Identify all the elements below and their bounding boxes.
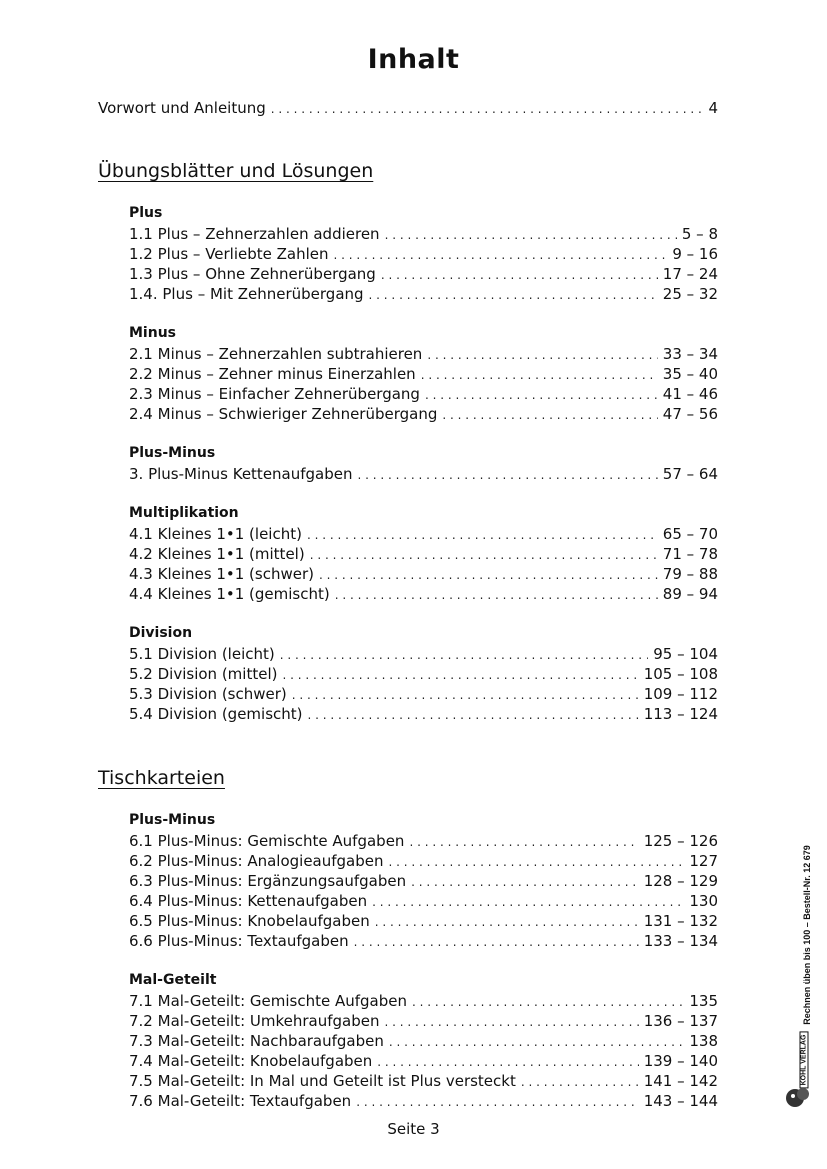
group-heading-minus: Minus: [129, 325, 176, 341]
toc-entry-label: 5.3 Division (schwer): [129, 685, 287, 703]
toc-entry: [129, 264, 718, 284]
toc-entry: [129, 664, 718, 684]
toc-entry: [129, 871, 718, 891]
toc-entry-label: 4.1 Kleines 1•1 (leicht): [129, 525, 302, 543]
toc-entry: [129, 911, 718, 931]
dot-leader: [358, 465, 658, 485]
toc-entry-label: 1.2 Plus – Verliebte Zahlen: [129, 245, 329, 263]
toc-entry-pages: 47 – 56: [662, 405, 718, 423]
dot-leader: [389, 852, 685, 872]
section-heading-tischkarteien: Tischkarteien: [98, 767, 225, 789]
toc-entry-pages: 113 – 124: [643, 705, 718, 723]
publisher-logo-icon: [784, 1084, 812, 1110]
toc-entry: [129, 831, 718, 851]
toc-entry-pages: 136 – 137: [643, 1012, 718, 1030]
toc-entry-label: 7.4 Mal-Geteilt: Knobelaufgaben: [129, 1052, 373, 1070]
dot-leader: [334, 245, 668, 265]
toc-entry-label: 4.2 Kleines 1•1 (mittel): [129, 545, 305, 563]
dot-leader: [280, 645, 649, 665]
toc-entry-pages: 71 – 78: [662, 545, 718, 563]
dot-leader: [271, 99, 704, 119]
toc-entry-pages: 65 – 70: [662, 525, 718, 543]
toc-entry-label: 6.6 Plus-Minus: Textaufgaben: [129, 932, 349, 950]
toc-entry-label: 3. Plus-Minus Kettenaufgaben: [129, 465, 353, 483]
toc-entry-pages: 25 – 32: [662, 285, 718, 303]
toc-entry-label: 1.4. Plus – Mit Zehnerübergang: [129, 285, 364, 303]
toc-entry-label: 6.4 Plus-Minus: Kettenaufgaben: [129, 892, 368, 910]
toc-entry-pages: 35 – 40: [662, 365, 718, 383]
dot-leader: [354, 932, 639, 952]
toc-entry: [129, 384, 718, 404]
toc-entry-label: 1.1 Plus – Zehnerzahlen addieren: [129, 225, 380, 243]
toc-entry: [129, 931, 718, 951]
dot-leader: [310, 545, 658, 565]
dot-leader: [375, 912, 639, 932]
dot-leader: [384, 1012, 638, 1032]
toc-entry-label: 7.5 Mal-Geteilt: In Mal und Geteilt ist Plus versteckt: [129, 1072, 516, 1090]
toc-entry-pages: 138: [689, 1032, 718, 1050]
group-heading-plus: Plus: [129, 205, 163, 221]
toc-entry-label: 6.5 Plus-Minus: Knobelaufgaben: [129, 912, 370, 930]
toc-entry: [129, 644, 718, 664]
group-heading-plus-minus: Plus-Minus: [129, 445, 216, 461]
toc-entry-label: 4.3 Kleines 1•1 (schwer): [129, 565, 314, 583]
toc-entry-pages: 141 – 142: [643, 1072, 718, 1090]
group-heading-division: Division: [129, 625, 193, 641]
toc-entry: [129, 1051, 718, 1071]
toc-entry-pages: 9 – 16: [672, 245, 718, 263]
dot-leader: [389, 1032, 684, 1052]
toc-entry-pages: 57 – 64: [662, 465, 718, 483]
dot-leader: [356, 1092, 639, 1112]
toc-entry: [129, 1011, 718, 1031]
toc-entry: [129, 244, 718, 264]
toc-entry-pages: 139 – 140: [643, 1052, 718, 1070]
toc-entry-label: 2.3 Minus – Einfacher Zehnerübergang: [129, 385, 420, 403]
dot-leader: [411, 872, 639, 892]
toc-entry: [129, 1031, 718, 1051]
toc-entry: [129, 1071, 718, 1091]
toc-entry-pages: 4: [708, 99, 718, 117]
dot-leader: [381, 265, 658, 285]
toc-entry: [129, 704, 718, 724]
toc-entry: [129, 1091, 718, 1111]
dot-leader: [421, 365, 658, 385]
dot-leader: [307, 525, 658, 545]
toc-entry-label: 5.2 Division (mittel): [129, 665, 278, 683]
dot-leader: [319, 565, 658, 585]
toc-entry-label: 6.1 Plus-Minus: Gemischte Aufgaben: [129, 832, 405, 850]
dot-leader: [335, 585, 658, 605]
toc-entry-pages: 95 – 104: [653, 645, 718, 663]
toc-entry: [129, 364, 718, 384]
side-order-number: [797, 830, 817, 1040]
side-order-number-text: Rechnen üben bis 100 – Bestell-Nr. 12 679: [802, 845, 812, 1025]
toc-entry-label: 2.1 Minus – Zehnerzahlen subtrahieren: [129, 345, 423, 363]
toc-entry: [129, 464, 718, 484]
table-of-contents: [98, 0, 718, 1169]
dot-leader: [308, 705, 639, 725]
dot-leader: [412, 992, 684, 1012]
toc-entry-label: 7.2 Mal-Geteilt: Umkehraufgaben: [129, 1012, 380, 1030]
dot-leader: [521, 1072, 639, 1092]
toc-entry-pages: 130: [689, 892, 718, 910]
toc-entry: [129, 991, 718, 1011]
dot-leader: [385, 225, 677, 245]
toc-entry-pages: 105 – 108: [643, 665, 718, 683]
group-heading-multiplikation: Multiplikation: [129, 505, 239, 521]
toc-entry-intro: [98, 98, 718, 118]
dot-leader: [377, 1052, 638, 1072]
toc-entry-pages: 125 – 126: [643, 832, 718, 850]
toc-entry-pages: 128 – 129: [643, 872, 718, 890]
toc-entry-pages: 5 – 8: [681, 225, 718, 243]
toc-entry: [129, 891, 718, 911]
toc-entry-label: 6.3 Plus-Minus: Ergänzungsaufgaben: [129, 872, 407, 890]
toc-entry: [129, 544, 718, 564]
toc-entry: [129, 564, 718, 584]
toc-entry-label: 6.2 Plus-Minus: Analogieaufgaben: [129, 852, 384, 870]
group-heading-mal-geteilt: Mal-Geteilt: [129, 972, 217, 988]
toc-entry-pages: 89 – 94: [662, 585, 718, 603]
toc-entry: [129, 224, 718, 244]
toc-entry-label: 7.6 Mal-Geteilt: Textaufgaben: [129, 1092, 352, 1110]
toc-entry-label: Vorwort und Anleitung: [98, 99, 266, 117]
toc-entry-pages: 133 – 134: [643, 932, 718, 950]
publisher-logo-text: KOHL VERLAG: [800, 1032, 809, 1089]
toc-entry: [129, 344, 718, 364]
toc-entry: [129, 684, 718, 704]
toc-entry-label: 5.4 Division (gemischt): [129, 705, 303, 723]
toc-entry-pages: 79 – 88: [662, 565, 718, 583]
toc-entry-label: 2.2 Minus – Zehner minus Einerzahlen: [129, 365, 416, 383]
dot-leader: [427, 345, 657, 365]
toc-entry-pages: 41 – 46: [662, 385, 718, 403]
page-number: Seite 3: [387, 1120, 440, 1138]
toc-entry-pages: 131 – 132: [643, 912, 718, 930]
page-title: Inhalt: [367, 44, 460, 75]
toc-entry-label: 7.1 Mal-Geteilt: Gemischte Aufgaben: [129, 992, 407, 1010]
toc-entry-pages: 33 – 34: [662, 345, 718, 363]
toc-entry-pages: 143 – 144: [643, 1092, 718, 1110]
dot-leader: [292, 685, 639, 705]
toc-entry-pages: 127: [689, 852, 718, 870]
toc-entry-label: 7.3 Mal-Geteilt: Nachbaraufgaben: [129, 1032, 384, 1050]
dot-leader: [425, 385, 658, 405]
toc-entry-label: 4.4 Kleines 1•1 (gemischt): [129, 585, 330, 603]
toc-entry-pages: 17 – 24: [662, 265, 718, 283]
dot-leader: [369, 285, 658, 305]
toc-entry: [129, 851, 718, 871]
toc-entry-label: 5.1 Division (leicht): [129, 645, 275, 663]
group-heading-plus-minus-karteien: Plus-Minus: [129, 812, 216, 828]
dot-leader: [372, 892, 684, 912]
toc-entry: [129, 524, 718, 544]
dot-leader: [442, 405, 657, 425]
toc-entry-label: 2.4 Minus – Schwieriger Zehnerübergang: [129, 405, 438, 423]
toc-entry: [129, 584, 718, 604]
toc-entry: [129, 284, 718, 304]
toc-entry-label: 1.3 Plus – Ohne Zehnerübergang: [129, 265, 376, 283]
dot-leader: [409, 832, 638, 852]
toc-entry-pages: 135: [689, 992, 718, 1010]
publisher-logo: [796, 1034, 812, 1086]
toc-entry-pages: 109 – 112: [643, 685, 718, 703]
section-heading-uebungsblaetter: Übungsblätter und Lösungen: [98, 160, 374, 182]
dot-leader: [282, 665, 638, 685]
toc-entry: [129, 404, 718, 424]
